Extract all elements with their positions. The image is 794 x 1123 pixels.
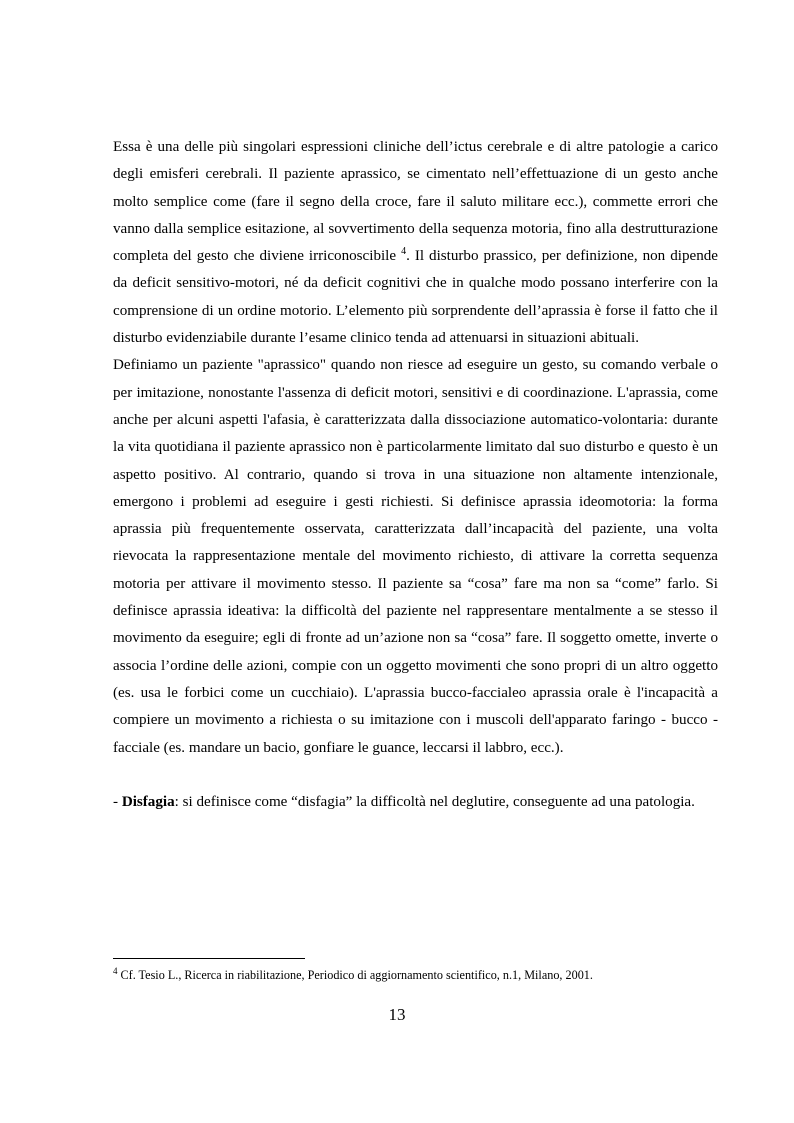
paragraph-1-text-continued: . Il disturbo prassico, per definizione, non dipende da deficit sensitivo-motori, né da deficit cognitivi che in qualche modo possano interferire con la comprensione di un ordine motorio. L’elemento più sorprendente dell’aprassia è forse il fatto che il disturbo evidenziabile durante l’esame clinico tenda ad attenuarsi in situazioni abituali. xyxy=(113,248,718,347)
paragraph-aprassia-intro xyxy=(113,134,718,352)
footnote-number: 4 xyxy=(113,965,118,976)
term-disfagia: Disfagia xyxy=(121,794,175,811)
footnote-reference: 4 xyxy=(401,246,407,258)
footnote-separator xyxy=(113,958,305,959)
disfagia-definition: : si definisce come “disfagia” la difficoltà nel deglutire, conseguente ad una patologia. xyxy=(174,794,695,811)
footnote xyxy=(113,966,718,984)
paragraph-1-text: Essa è una delle più singolari espressioni cliniche dell’ictus cerebrale e di altre patologie a carico degli emisferi cerebrali. Il paziente aprassico, se cimentato nell’effettuazione di un gesto anche molto semplice come (fare il segno della croce, fare il saluto militare ecc.), commette errori che vanno dalla semplice esitazione, al sovvertimento della sequenza motoria, fino alla destrutturazione completa del gesto che diviene irriconoscibile xyxy=(113,139,718,265)
paragraph-disfagia xyxy=(113,789,718,816)
page-number: 13 xyxy=(388,1005,406,1024)
list-dash: - xyxy=(113,794,122,811)
paragraph-aprassia-definitions: Definiamo un paziente "aprassico" quando non riesce ad eseguire un gesto, su comando verbale o per imitazione, nonostante l'assenza di deficit motori, sensitivi e di coordinazione. L'aprassia, come anche per alcuni aspetti l'afasia, è caratterizzata dalla dissociazione automatico-volontaria: durante la vita quotidiana il paziente aprassico non è particolarmente limitato dal suo disturbo e questo è un aspetto positivo. Al contrario, quando si trova in una situazione non altamente intenzionale, emergono i problemi ad eseguire i gesti richiesti. Si definisce aprassia ideomotoria: la forma aprassia più frequentemente osservata, caratterizzata dall’incapacità del paziente, una volta rievocata la rappresentazione mentale del movimento richiesto, di attivare la corretta sequenza motoria per attivare il movimento stesso. Il paziente sa “cosa” fare ma non sa “come” farlo. Si definisce aprassia ideativa: la difficoltà del paziente nel rappresentare mentalmente a se stesso il movimento da eseguire; egli di fronte ad un’azione non sa “cosa” fare. Il soggetto omette, inverte o associa l’ordine delle azioni, compie con un oggetto movimenti che sono propri di un altro oggetto (es. usa le forbici come un cucchiaio). L'aprassia bucco-faccialeo aprassia orale è l'incapacità a compiere un movimento a richiesta o su imitazione con i muscoli dell'apparato faringo - bucco - facciale (es. mandare un bacio, gonfiare le guance, leccarsi il labbro, ecc.). xyxy=(113,357,718,756)
body-text xyxy=(113,134,718,816)
footnote-text: Cf. Tesio L., Ricerca in riabilitazione, Periodico di aggiornamento scientifico, n.1, Milano, 2001. xyxy=(120,968,593,982)
